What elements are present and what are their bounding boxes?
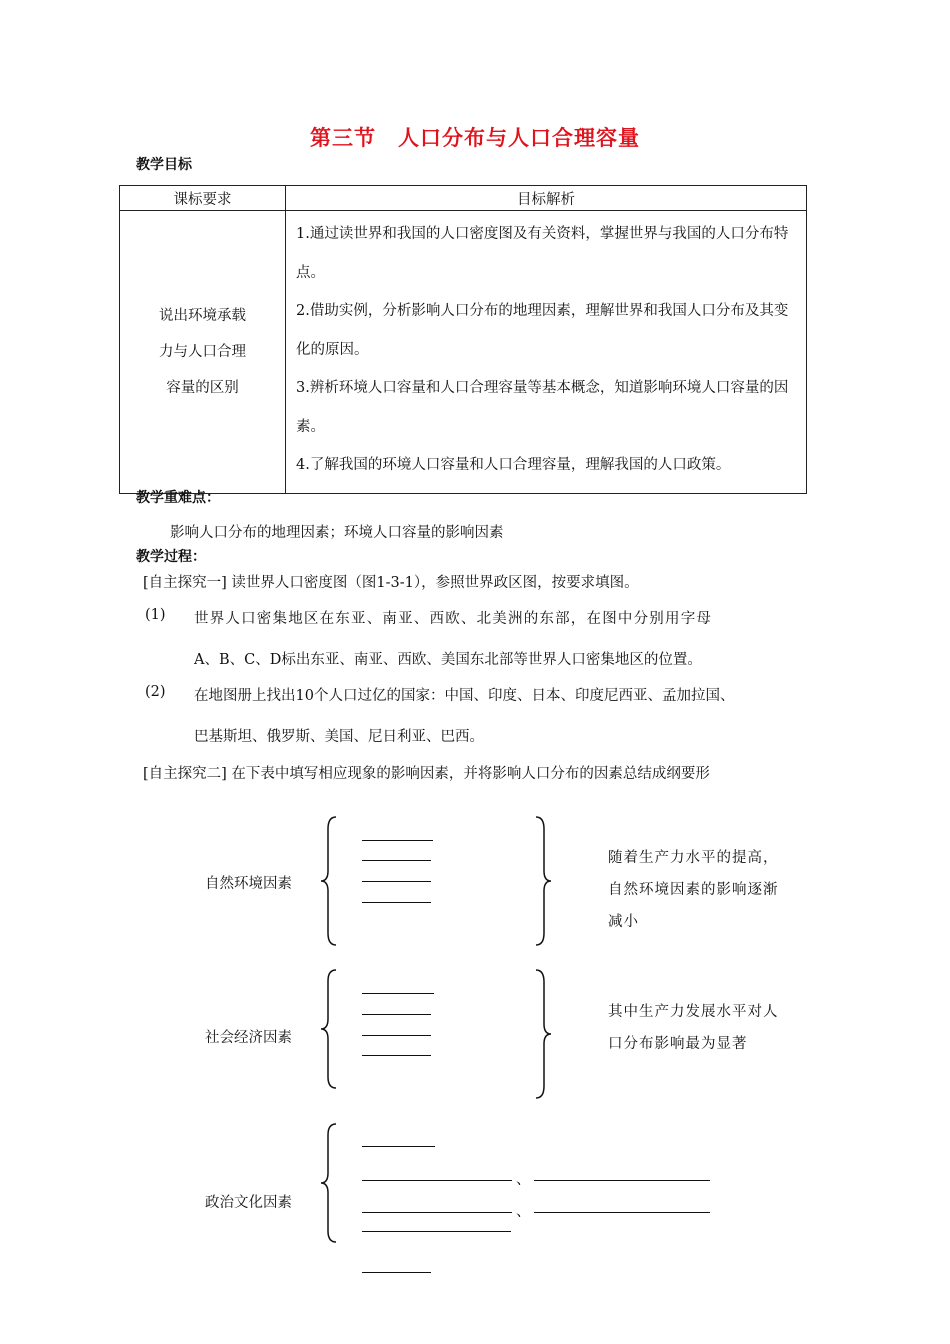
factor-political: 政治文化因素 — [205, 1195, 292, 1211]
item-one-line: 世界人口密集地区在东亚、南亚、西欧、北美洲的东部，在图中分别用字母 — [194, 611, 713, 627]
item-number: (1) — [145, 607, 166, 623]
note-social: 其中生产力发展水平对人口分布影响最为显著 — [608, 1004, 779, 1052]
objective-item: 4.了解我国的环境人口容量和人口合理容量，理解我国的人口政策。 — [296, 457, 731, 473]
header-analysis: 目标解析 — [286, 186, 807, 211]
fill-blank[interactable] — [362, 1035, 431, 1036]
separator-mark: 、 — [516, 1204, 531, 1220]
fill-blank[interactable] — [362, 860, 431, 861]
item-one-line: A、B、C、D标出东亚、南亚、西欧、美国东北部等世界人口密集地区的位置。 — [194, 652, 702, 668]
fill-blank[interactable] — [362, 1180, 512, 1181]
fill-blank[interactable] — [362, 840, 433, 841]
key-points-text: 影响人口分布的地理因素；环境人口容量的影响因素 — [170, 525, 504, 541]
objective-item: 2.借助实例，分析影响人口分布的地理因素，理解世界和我国人口分布及其变化的原因。 — [296, 303, 789, 358]
fill-blank[interactable] — [362, 1272, 431, 1273]
fill-blank[interactable] — [534, 1212, 710, 1213]
requirement-line: 容量的区别 — [166, 379, 239, 396]
item-two-line: 巴基斯坦、俄罗斯、美国、尼日利亚、巴西。 — [194, 729, 484, 745]
fill-blank[interactable] — [362, 1014, 431, 1015]
fill-blank[interactable] — [362, 1146, 435, 1147]
fill-blank[interactable] — [362, 881, 431, 882]
table-header-row — [120, 186, 807, 211]
key-points-heading: 教学重难点： — [136, 490, 220, 506]
right-brace-icon — [532, 968, 554, 1100]
requirement-cell — [120, 211, 286, 494]
left-brace-icon — [318, 968, 340, 1090]
right-brace-icon — [532, 815, 554, 947]
fill-blank[interactable] — [362, 1055, 431, 1056]
factor-social: 社会经济因素 — [205, 1030, 292, 1046]
objectives-cell — [286, 211, 807, 494]
fill-blank[interactable] — [362, 1212, 512, 1213]
explore-one: [自主探究一] 读世界人口密度图（图1-3-1），参照世界政区图，按要求填图。 — [143, 575, 639, 591]
process-heading: 教学过程： — [136, 549, 206, 565]
left-brace-icon — [318, 1122, 340, 1244]
requirement-line: 力与人口合理 — [159, 343, 246, 360]
fill-blank[interactable] — [362, 1231, 511, 1232]
table-row — [120, 211, 807, 494]
fill-blank[interactable] — [362, 902, 431, 903]
header-requirement: 课标要求 — [120, 186, 286, 211]
factor-natural: 自然环境因素 — [205, 876, 292, 892]
fill-blank[interactable] — [362, 993, 434, 994]
objective-item: 3.辨析环境人口容量和人口合理容量等基本概念，知道影响环境人口容量的因素。 — [296, 380, 789, 435]
objective-item: 1.通过读世界和我国的人口密度图及有关资料，掌握世界与我国的人口分布特点。 — [296, 226, 789, 281]
goals-heading: 教学目标 — [136, 157, 192, 173]
page-title: 第三节 人口分布与人口合理容量 — [310, 126, 640, 150]
explore-two: [自主探究二] 在下表中填写相应现象的影响因素，并将影响人口分布的因素总结成纲要形 — [143, 766, 710, 782]
left-brace-icon — [318, 815, 340, 947]
fill-blank[interactable] — [534, 1180, 710, 1181]
goals-table — [119, 185, 807, 494]
note-natural: 随着生产力水平的提高，自然环境因素的影响逐渐减小 — [608, 850, 779, 930]
item-number: (2) — [145, 684, 166, 700]
item-two-line: 在地图册上找出10个人口过亿的国家：中国、印度、日本、印度尼西亚、孟加拉国、 — [194, 688, 735, 704]
requirement-line: 说出环境承载 — [159, 307, 246, 324]
separator-mark: 、 — [516, 1172, 531, 1188]
